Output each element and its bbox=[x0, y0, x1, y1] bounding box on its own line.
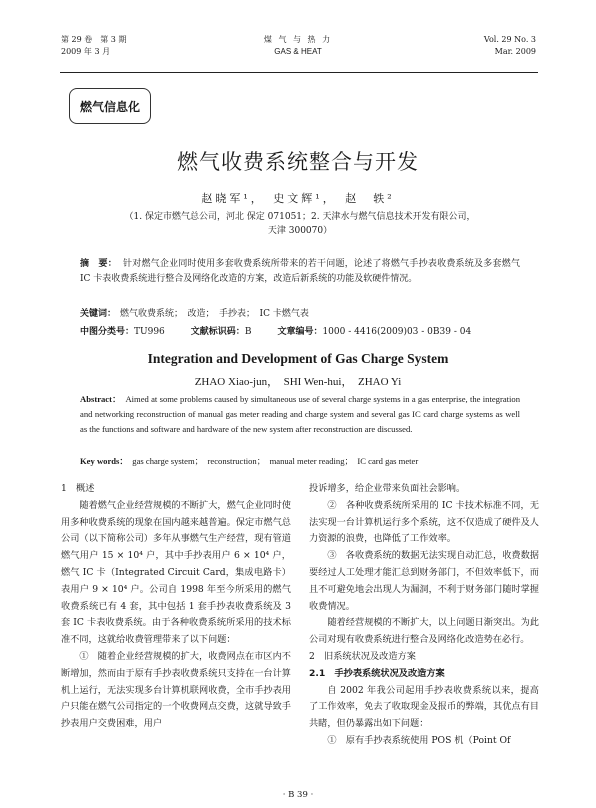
volume-issue-en: Vol. 29 No. 3 bbox=[483, 35, 536, 44]
abstract-en bbox=[80, 392, 520, 437]
running-header-right bbox=[484, 34, 536, 58]
affiliation-line-1: （1. 保定市燃气总公司，河北 保定 071051；2. 天津水与燃气信息技术开发有限公司， bbox=[124, 212, 476, 222]
section-tag: 燃气信息化 bbox=[69, 88, 151, 124]
section-heading-2: 2 旧系统状况及改造方案 bbox=[309, 650, 416, 662]
abstract-en-text: Aimed at some problems caused by simultaneous use of several charge systems in a gas enterprise, the integration and networking reconstruction of manual gas meter reading and charge system and several gas IC card charge systems as well as the functions and software and hardware of the new system after reconstruction are discussed. bbox=[80, 394, 520, 434]
affiliation-line-2: 天津 300070） bbox=[267, 226, 333, 236]
body-paragraph: 随着燃气企业经营规模的不断扩大，燃气企业同时使用多种收费系统的现象在国内越来越普遍。保定市燃气总公司（以下简称公司）多年从事燃气生产经营，现有管道燃气用户 15 × 10⁴ 户，其中手抄表用户 6 × 10⁴ 户，燃气 IC 卡（Integrated Circuit Card，集成电路卡）表用户 9 × 10⁴ 户。公司自 1998 年至今所采用的燃气收费系统已有 4 套，其中包括 1 套手抄表收费系统及 3 套 IC 卡表收费系统。由于各种收费系统所采用的技术标准不同，这就给收费管理带来了以下问题： bbox=[61, 499, 291, 646]
keywords-en bbox=[80, 455, 540, 467]
abstract-cn-text: 针对燃气企业同时使用多套收费系统所带来的若干问题，论述了将燃气手抄表收费系统及多套燃气 IC 卡表收费系统进行整合及网络化改造的方案，改造后新系统的功能及软硬件情况。 bbox=[80, 259, 520, 284]
authors-cn: 赵晓军¹， 史文辉¹， 赵 轶² bbox=[201, 192, 395, 205]
keywords-en-label: Key words： bbox=[80, 456, 128, 466]
body-paragraph: 自 2002 年我公司起用手抄表收费系统以来，提高了工作效率，免去了收取现金及报币的弊端，其优点有目共睹，但仍暴露出如下问题： bbox=[309, 684, 539, 730]
body-paragraph: ① 随着企业经营规模的扩大，收费网点在市区内不断增加，然而由于原有手抄表收费系统只支持在一台计算机上运行，无法实现多台计算机联网收费，全市手抄表用户只能在燃气公司指定的一个收费网点交费，这就导致手抄表用户交费困难，用户 bbox=[61, 650, 291, 730]
classification-meta bbox=[80, 324, 540, 337]
journal-name-en: GAS & HEAT bbox=[274, 47, 322, 56]
body-column-right bbox=[309, 481, 539, 750]
clc-label: 中图分类号： bbox=[80, 327, 135, 337]
abstract-cn-label: 摘 要： bbox=[80, 259, 117, 269]
keywords-cn-text: 燃气收费系统； 改造； 手抄表； IC 卡燃气表 bbox=[120, 309, 309, 319]
body-paragraph: ③ 各收费系统的数据无法实现自动汇总，收费数据要经过人工处理才能汇总到财务部门，不但效率低下，而且不可避免地会出现人为漏洞，不利于财务部门随时掌握收费情况。 bbox=[309, 550, 539, 612]
section-heading-1: 1 概述 bbox=[61, 483, 95, 494]
article-title-en: Integration and Development of Gas Charge System bbox=[147, 351, 449, 366]
subsection-heading-2-1: 2.1 手抄表系统状况及改造方案 bbox=[309, 667, 445, 679]
body-paragraph: ① 原有手抄表系统使用 POS 机（Point Of bbox=[327, 734, 511, 746]
volume-issue-cn: 第 29 卷 第 3 期 bbox=[61, 35, 127, 44]
clc-value: TU996 bbox=[134, 327, 165, 337]
article-title-cn: 燃气收费系统整合与开发 bbox=[177, 150, 419, 174]
keywords-cn-label: 关键词： bbox=[80, 309, 117, 319]
abstract-cn bbox=[80, 257, 520, 287]
keywords-en-text: gas charge system； reconstruction； manual meter reading； IC card gas meter bbox=[132, 456, 419, 466]
doc-code-label: 文献标识码： bbox=[190, 327, 245, 337]
authors-en: ZHAO Xiao-jun， SHI Wen-hui， ZHAO Yi bbox=[194, 376, 402, 388]
date-en: Mar. 2009 bbox=[494, 47, 536, 56]
article-no-value: 1000 - 4416(2009)03 - 0B39 - 04 bbox=[322, 327, 472, 337]
journal-name-cn: 煤 气 与 热 力 bbox=[263, 35, 333, 44]
body-paragraph: 投诉增多，给企业带来负面社会影响。 bbox=[309, 483, 466, 494]
doc-code-value: B bbox=[244, 327, 252, 337]
body-paragraph: ② 各种收费系统所采用的 IC 卡技术标准不同，无法实现一台计算机运行多个系统，这不仅造成了硬件及人力资源的浪费，也降低了工作效率。 bbox=[309, 499, 539, 545]
date-cn: 2009 年 3 月 bbox=[61, 47, 111, 56]
body-paragraph: 随着经营规模的不断扩大，以上问题日渐突出。为此公司对现有收费系统进行整合及网络化改造势在必行。 bbox=[309, 617, 539, 646]
affiliations bbox=[80, 210, 520, 238]
header-rule bbox=[60, 72, 538, 73]
abstract-en-label: Abstract： bbox=[80, 394, 121, 404]
article-no-label: 文章编号： bbox=[277, 327, 323, 337]
keywords-cn bbox=[80, 306, 520, 319]
page-number: · B 39 · bbox=[282, 790, 314, 800]
body-column-left bbox=[61, 481, 291, 733]
